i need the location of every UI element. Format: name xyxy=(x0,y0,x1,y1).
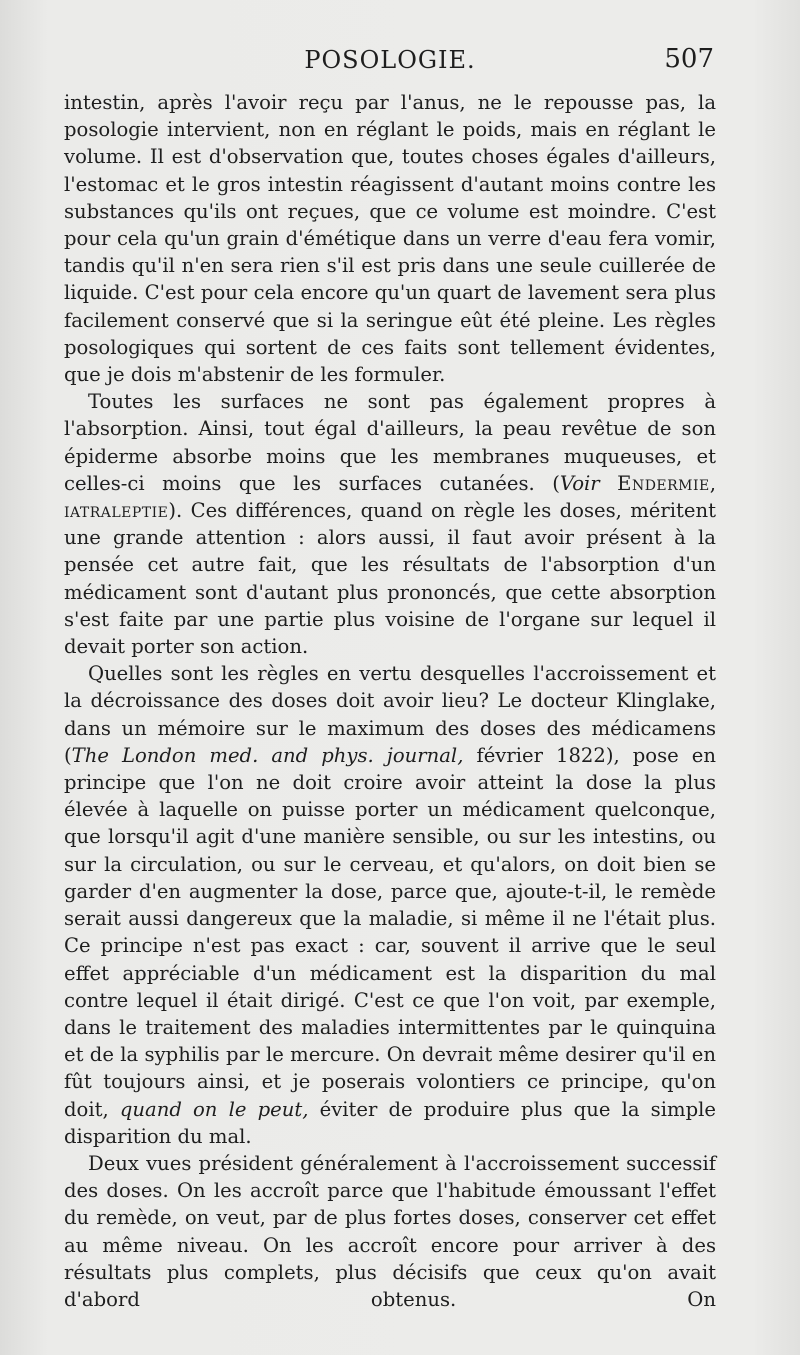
paragraph-3 xyxy=(64,660,716,1150)
paragraph-1-text: intestin, après l'avoir reçu par l'anus, ne le repousse pas, la posologie intervient, non en réglant le poids, mais en réglant le volume. Il est d'observation que, toutes choses égales d'ailleurs, l'estomac et le gros intestin réagissent d'autant moins contre les substances qu'ils ont reçues, que ce volume est moindre. C'est pour cela qu'un grain d'émétique dans un verre d'eau fera vomir, tandis qu'il n'en sera rien s'il est pris dans une seule cuillerée de liquide. C'est pour cela encore qu'un quart de lavement sera plus facilement conservé que si la seringue eût été pleine. Les règles posologiques qui sortent de ces faits sont tellement évidentes, que je dois m'abstenir de les formuler. xyxy=(64,91,716,387)
running-title: POSOLOGIE. xyxy=(304,46,476,74)
page-number: 507 xyxy=(664,44,714,74)
emphasis-quand-on-le-peut: quand on le peut, xyxy=(119,1097,309,1121)
body-text xyxy=(64,89,716,1313)
paragraph-3-text-a: Quelles sont les règles en vertu desquelles l'accroissement et la décroissance des doses doit avoir lieu? Le docteur Klinglake, dans un mémoire sur le maximum des doses des médicamens ( xyxy=(64,662,716,767)
paragraph-3-text-b: février 1822), pose en principe que l'on ne doit croire avoir atteint la dose la plus élevée à laquelle on puisse porter un médicament quelconque, que lorsqu'il agit d'une manière sensible, ou sur les intestins, ou sur la circulation, ou sur le cerveau, et qu'alors, on doit bien se garder d'en augmenter la dose, parce que, ajoute-t-il, le remède serait aussi dangereux que la maladie, si même il ne l'était plus. Ce principe n'est pas exact : car, souvent il arrive que le seul effet appréciable d'un médicament est la disparition du mal contre lequel il était dirigé. C'est ce que l'on voit, par exemple, dans le traitement des maladies intermittentes par le quinquina et de la syphilis par le mercure. On devrait même desirer qu'il en fût toujours ainsi, et je poserais volontiers ce principe, qu'on doit, xyxy=(64,743,716,1121)
paragraph-2-text-b: ). Ces différences, quand on règle les doses, méritent une grande attention : alors aussi, il faut avoir présent à la pensée cet autre fait, que les résultats de l'absorption d'un médicament sont d'autant plus prononcés, que cette absorption s'est faite par une partie plus voisine de l'organe sur lequel il devait porter son action. xyxy=(64,499,716,659)
page-header xyxy=(64,40,716,80)
paragraph-3-text-c: éviter de produire plus que la simple disparition du mal. xyxy=(64,1097,716,1148)
reference-iatraleptie: iatraleptie xyxy=(64,499,169,523)
paragraph-4-text: Deux vues président généralement à l'accroissement successif des doses. On les accroît parce que l'habitude émoussant l'effet du remède, on veut, par de plus fortes doses, conserver cet effet au même niveau. On les accroît encore pour arriver à des résultats plus complets, plus décisifs que ceux qu'on avait d'abord obtenus. On xyxy=(64,1151,716,1311)
reference-separator: , xyxy=(709,471,716,495)
paragraph-1 xyxy=(64,89,716,388)
voir-reference: Voir xyxy=(559,471,600,495)
journal-citation: The London med. and phys. journal, xyxy=(71,743,464,767)
paragraph-4 xyxy=(64,1150,716,1313)
paragraph-2 xyxy=(64,388,716,660)
reference-endermie: Endermie xyxy=(617,471,710,495)
paragraph-2-text-a: Toutes les surfaces ne sont pas également propres à l'absorption. Ainsi, tout égal d'ailleurs, la peau revêtue de son épiderme absorbe moins que les membranes muqueuses, et celles-ci moins que les surfaces cutanées. ( xyxy=(64,390,716,495)
